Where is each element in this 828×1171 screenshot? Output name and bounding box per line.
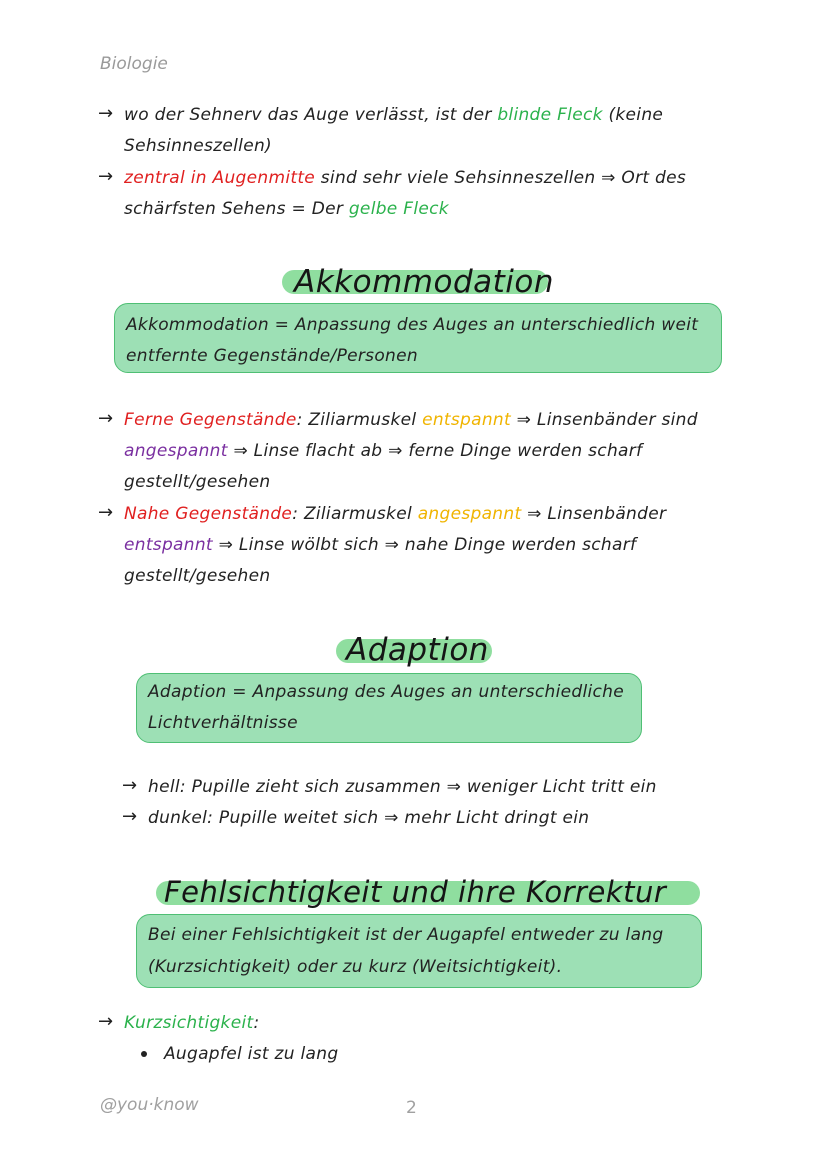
intro-2-text-c: schärfsten Sehens = Der (124, 199, 349, 219)
intro-2-text-b: sind sehr viele Sehsinneszellen ⇒ Ort des (315, 168, 687, 188)
subject-header: Biologie (100, 54, 168, 74)
ferne-label: Ferne Gegenstände (124, 410, 297, 430)
nahe-label: Nahe Gegenstände (124, 504, 293, 524)
kurzsichtigkeit-line (124, 1012, 259, 1034)
nahe-line-2 (124, 534, 636, 556)
nahe-colon: : (292, 504, 299, 524)
nahe-entspannt: entspannt (124, 535, 213, 555)
page-number: 2 (406, 1098, 417, 1118)
blinde-fleck-term: blinde Fleck (497, 105, 603, 125)
arrow-icon: → (98, 103, 114, 124)
ferne-colon: : (296, 410, 303, 430)
ferne-text-e: ⇒ Linse flacht ab ⇒ ferne Dinge werden scharf (227, 441, 643, 461)
nahe-angespannt: angespannt (417, 504, 522, 524)
kurzsichtigkeit-colon: : (253, 1013, 260, 1033)
ferne-text-a: Ziliarmuskel (302, 410, 423, 430)
adaption-hell: hell: Pupille zieht sich zusammen ⇒ weniger Licht tritt ein (148, 777, 657, 797)
nahe-line-1 (124, 503, 666, 525)
arrow-icon: → (98, 408, 114, 429)
fehlsichtigkeit-heading: Fehlsichtigkeit und ihre Korrektur (164, 875, 667, 909)
intro-line-1 (124, 104, 663, 126)
intro-line-2b (124, 198, 449, 220)
zentral-term: zentral in Augenmitte (124, 168, 316, 188)
ferne-line-1 (124, 409, 698, 431)
bullet-icon (141, 1051, 147, 1057)
ferne-line-2 (124, 440, 642, 462)
gelbe-fleck-term: gelbe Fleck (348, 199, 449, 219)
nahe-text-e: ⇒ Linse wölbt sich ⇒ nahe Dinge werden scharf (212, 535, 637, 555)
fehlsicht-def-line-1: Bei einer Fehlsichtigkeit ist der Augapfel entweder zu lang (148, 925, 664, 945)
adaption-dunkel: dunkel: Pupille weitet sich ⇒ mehr Licht dringt ein (148, 808, 590, 828)
arrow-icon: → (98, 1011, 114, 1032)
akkommodation-def-line-1: Akkommodation = Anpassung des Auges an unterschiedlich weit (126, 315, 699, 335)
adaption-heading: Adaption (346, 632, 489, 668)
akkommodation-def-line-2: entfernte Gegenstände/Personen (126, 346, 418, 366)
nahe-text-a: Ziliarmuskel (298, 504, 418, 524)
ferne-line-3: gestellt/gesehen (124, 472, 271, 492)
fehlsicht-def-line-2: (Kurzsichtigkeit) oder zu kurz (Weitsichtigkeit). (148, 957, 563, 977)
nahe-line-3: gestellt/gesehen (124, 566, 271, 586)
adaption-def-line-1: Adaption = Anpassung des Auges an unterschiedliche (148, 682, 624, 702)
akkommodation-heading: Akkommodation (294, 264, 554, 300)
footer-handle: @you·know (100, 1095, 199, 1115)
arrow-icon: → (122, 806, 138, 827)
kurzsichtigkeit-label: Kurzsichtigkeit (124, 1013, 254, 1033)
kurzsichtigkeit-bullet-1: Augapfel ist zu lang (164, 1044, 339, 1064)
ferne-angespannt: angespannt (124, 441, 228, 461)
intro-line-2 (124, 167, 686, 189)
arrow-icon: → (98, 166, 114, 187)
adaption-def-line-2: Lichtverhältnisse (148, 713, 298, 733)
arrow-icon: → (122, 775, 138, 796)
intro-line-1b: Sehsinneszellen) (124, 136, 272, 156)
arrow-icon: → (98, 502, 114, 523)
nahe-text-c: ⇒ Linsenbänder (521, 504, 667, 524)
ferne-text-c: ⇒ Linsenbänder sind (510, 410, 698, 430)
intro-1-text-c: (keine (602, 105, 664, 125)
intro-1-text-a: wo der Sehnerv das Auge verlässt, ist der (124, 105, 498, 125)
ferne-entspannt: entspannt (422, 410, 511, 430)
